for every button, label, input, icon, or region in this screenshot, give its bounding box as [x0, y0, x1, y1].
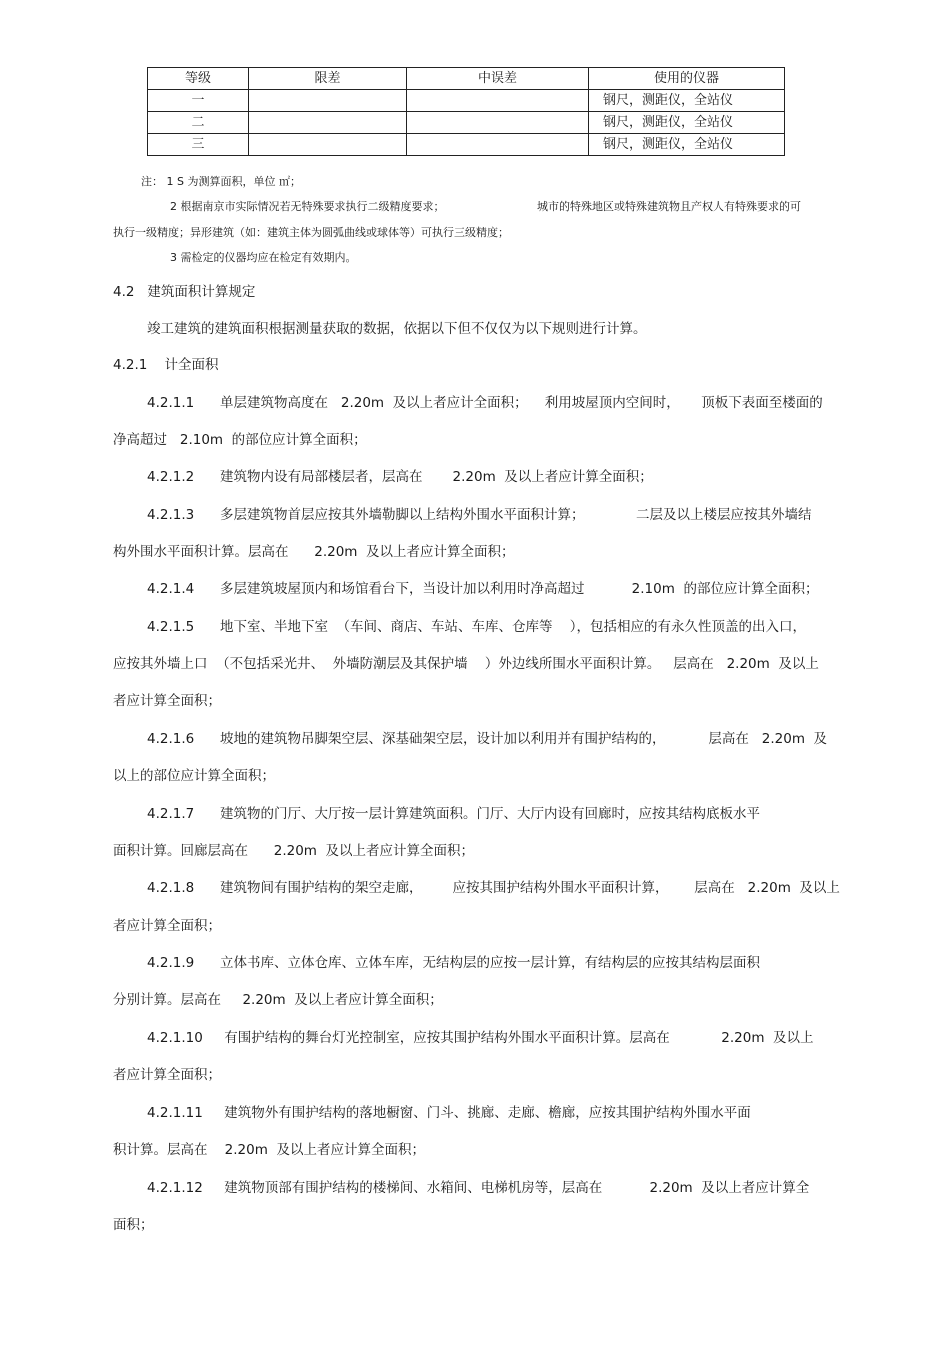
- item-4-2-1-10-line-2: 者应计算全面积；: [113, 1067, 221, 1083]
- cell-error: [407, 112, 589, 134]
- table-header-row: [148, 68, 785, 90]
- cell-level: 三: [148, 134, 249, 156]
- item-4-2-1-9-line-1: 4.2.1.9 立体书库、立体仓库、立体车库，无结构层的应按一层计算，有结构层的应按其结构层面积: [147, 955, 760, 971]
- note-2a: 2 根据南京市实际情况若无特殊要求执行二级精度要求；: [170, 200, 445, 213]
- cell-level: 一: [148, 90, 249, 112]
- note-2c: 执行一级精度；异形建筑（如：建筑主体为圆弧曲线或球体等）可执行三级精度；: [113, 226, 509, 239]
- item-4-2-1-3-line-2: 构外围水平面积计算。层高在 2.20m 及以上者应计算全面积；: [113, 544, 515, 560]
- header-level: 等级: [148, 68, 249, 90]
- item-4-2-1-7-line-1: 4.2.1.7 建筑物的门厅、大厅按一层计算建筑面积。门厅、大厅内设有回廊时，应按其结构底板水平: [147, 806, 760, 822]
- item-4-2-1-7-line-2: 面积计算。回廊层高在 2.20m 及以上者应计算全面积；: [113, 843, 475, 859]
- item-4-2-1-5-line-3: 者应计算全面积；: [113, 693, 221, 709]
- item-4-2-1-1-line-1: 4.2.1.1 单层建筑物高度在 2.20m 及以上者应计全面积； 利用坡屋顶内空间时， 顶板下表面至楼面的: [147, 395, 823, 411]
- cell-tolerance: [249, 90, 407, 112]
- item-4-2-1-9-line-2: 分别计算。层高在 2.20m 及以上者应计算全面积；: [113, 992, 443, 1008]
- item-4-2-1-11-line-1: 4.2.1.11 建筑物外有围护结构的落地橱窗、门斗、挑廊、走廊、檐廊，应按其围护结构外围水平面: [147, 1105, 751, 1121]
- section-intro: 竣工建筑的建筑面积根据测量获取的数据，依据以下但不仅仅为以下规则进行计算。: [147, 321, 647, 337]
- cell-instrument: 钢尺，测距仪，全站仪: [589, 134, 785, 156]
- note-3: 3 需检定的仪器均应在检定有效期内。: [170, 251, 357, 264]
- item-4-2-1-10-line-1: 4.2.1.10 有围护结构的舞台灯光控制室，应按其围护结构外围水平面积计算。层高在 2.20m 及以上: [147, 1030, 814, 1046]
- item-4-2-1-5-line-2: 应按其外墙上口 （不包括采光井、 外墙防潮层及其保护墙 ）外边线所围水平面积计算。 层高在 2.20m 及以上: [113, 656, 819, 672]
- cell-level: 二: [148, 112, 249, 134]
- precision-table: [147, 67, 785, 156]
- item-4-2-1-1-line-2: 净高超过 2.10m 的部位应计算全面积；: [113, 432, 367, 448]
- item-4-2-1-12-line-1: 4.2.1.12 建筑物顶部有围护结构的楼梯间、水箱间、电梯机房等，层高在 2.20m 及以上者应计算全: [147, 1180, 810, 1196]
- cell-tolerance: [249, 112, 407, 134]
- cell-instrument: 钢尺，测距仪，全站仪: [589, 90, 785, 112]
- item-4-2-1-5-line-1: 4.2.1.5 地下室、半地下室 （车间、商店、车站、车库、仓库等 ），包括相应的有永久性顶盖的出入口，: [147, 619, 806, 635]
- table-row: [148, 112, 785, 134]
- header-error: 中误差: [407, 68, 589, 90]
- item-4-2-1-11-line-2: 积计算。层高在 2.20m 及以上者应计算全面积；: [113, 1142, 425, 1158]
- header-instrument: 使用的仪器: [589, 68, 785, 90]
- table-row: [148, 134, 785, 156]
- section-4-2-heading: 4.2 建筑面积计算规定: [113, 284, 256, 300]
- item-4-2-1-12-line-2: 面积；: [113, 1217, 154, 1233]
- cell-error: [407, 90, 589, 112]
- cell-error: [407, 134, 589, 156]
- header-tolerance: 限差: [249, 68, 407, 90]
- note-2b: 城市的特殊地区或特殊建筑物且产权人有特殊要求的可: [537, 200, 801, 213]
- item-4-2-1-3-line-1: 4.2.1.3 多层建筑物首层应按其外墙勒脚以上结构外围水平面积计算； 二层及以上楼层应按其外墙结: [147, 507, 812, 523]
- item-4-2-1-8-line-1: 4.2.1.8 建筑物间有围护结构的架空走廊， 应按其围护结构外围水平面积计算， 层高在 2.20m 及以上: [147, 880, 840, 896]
- item-4-2-1-6-line-2: 以上的部位应计算全面积；: [113, 768, 275, 784]
- cell-tolerance: [249, 134, 407, 156]
- section-4-2-1-heading: 4.2.1 计全面积: [113, 357, 219, 373]
- cell-instrument: 钢尺，测距仪，全站仪: [589, 112, 785, 134]
- note-1: 注： 1 S 为测算面积，单位 ㎡；: [141, 175, 301, 188]
- item-4-2-1-6-line-1: 4.2.1.6 坡地的建筑物吊脚架空层、深基础架空层，设计加以利用并有围护结构的， 层高在 2.20m 及: [147, 731, 828, 747]
- item-4-2-1-4: 4.2.1.4 多层建筑坡屋顶内和场馆看台下，当设计加以利用时净高超过 2.10m 的部位应计算全面积；: [147, 581, 819, 597]
- item-4-2-1-8-line-2: 者应计算全面积；: [113, 918, 221, 934]
- item-4-2-1-2: 4.2.1.2 建筑物内设有局部楼层者，层高在 2.20m 及以上者应计算全面积；: [147, 469, 653, 485]
- table-row: [148, 90, 785, 112]
